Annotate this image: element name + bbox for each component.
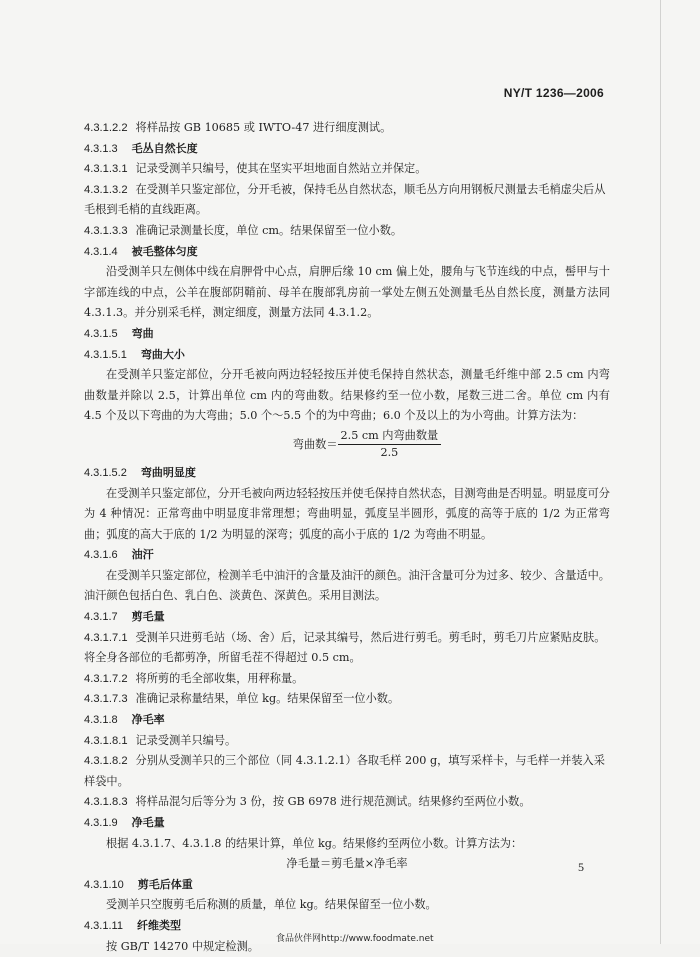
paragraph-4-3-1-11: 按 GB/T 14270 中规定检测。 bbox=[106, 939, 259, 953]
clause-4-3-1-7-2: 4.3.1.7.2 将所剪的毛全部收集，用秤称量。 bbox=[84, 671, 304, 685]
paragraph-4-3-1-5-2: 在受测羊只鉴定部位，分开毛被向两边轻轻按压并使毛保持自然状态，目测弯曲是否明显。明显度可分为 4 种情况：正常弯曲中明显度非常理想；弯曲明显，弧度呈半圆形，弧度的高等于底的 1/2 为正常弯曲；弧度的高大于底的 1/2 为明显的深弯；弧度的高小于底的 1/2 为弯曲不明显。 bbox=[84, 486, 610, 541]
standard-number: NY/T 1236—2006 bbox=[503, 86, 604, 100]
paragraph-4-3-1-5-1: 在受测羊只鉴定部位，分开毛被向两边轻轻按压并使毛保持自然状态，测量毛纤维中部 2.5 cm 内弯曲数量并除以 2.5，计算出单位 cm 内的弯曲数。结果修约至一位小数，尾数三进二舍。单位 cm 内有 4.5 个及以下弯曲的为大弯曲；5.0 个～5.5 个的为中弯曲；6.0 个及以上的为小弯曲。计算方法为： bbox=[84, 368, 610, 423]
clause-4-3-1-3-3: 4.3.1.3.3 准确记录测量长度，单位 cm。结果保留至一位小数。 bbox=[84, 223, 403, 237]
page-number: 5 bbox=[578, 860, 584, 874]
clause-4-3-1-3-1: 4.3.1.3.1 记录受测羊只编号，使其在坚实平坦地面自然站立并保定。 bbox=[84, 162, 427, 176]
paragraph-4-3-1-10: 受测羊只空腹剪毛后称测的质量，单位 kg。结果保留至一位小数。 bbox=[106, 898, 437, 912]
heading-4-3-1-3: 4.3.1.3 毛丛自然长度 bbox=[84, 141, 198, 155]
page-edge-line bbox=[660, 0, 661, 944]
document-body bbox=[84, 118, 610, 957]
formula-denominator: 2.5 bbox=[380, 446, 399, 460]
heading-4-3-1-6: 4.3.1.6 油汗 bbox=[84, 548, 154, 562]
heading-4-3-1-5: 4.3.1.5 弯曲 bbox=[84, 326, 154, 340]
heading-4-3-1-5-2: 4.3.1.5.2 弯曲明显度 bbox=[84, 465, 196, 479]
net-wool-formula: 净毛量＝剪毛量×净毛率 bbox=[286, 857, 408, 871]
paragraph-4-3-1-9: 根据 4.3.1.7、4.3.1.8 的结果计算，单位 kg。结果修约至两位小数。计算方法为： bbox=[106, 836, 523, 850]
heading-4-3-1-4: 4.3.1.4 被毛整体匀度 bbox=[84, 244, 198, 258]
paragraph-4-3-1-6: 在受测羊只鉴定部位，检测羊毛中油汗的含量及油汗的颜色。油汗含量可分为过多、较少、含量适中。油汗颜色包括白色、乳白色、淡黄色、深黄色。采用目测法。 bbox=[84, 568, 610, 603]
clause-4-3-1-8-3: 4.3.1.8.3 将样品混匀后等分为 3 份，按 GB 6978 进行规范测试。结果修约至两位小数。 bbox=[84, 795, 531, 809]
heading-4-3-1-11: 4.3.1.11 纤维类型 bbox=[84, 918, 181, 932]
paragraph-4-3-1-4: 沿受测羊只左侧体中线在肩胛骨中心点，肩胛后缘 10 cm 偏上处，腰角与飞节连线的中点，髻甲与十字部连线的中点，公羊在腹部阴鞘前、母羊在腹部乳房前一掌处左侧五处测量毛丛自然长度，测量方法同 4.3.1.3。并分别采毛样，测定细度，测量方法同 4.3.1.2。 bbox=[84, 265, 610, 320]
clause-4-3-1-7-3: 4.3.1.7.3 准确记录称量结果，单位 kg。结果保留至一位小数。 bbox=[84, 692, 400, 706]
crimp-formula bbox=[84, 427, 610, 463]
clause-4-3-1-2-2: 4.3.1.2.2 将样品按 GB 10685 或 IWTO-47 进行细度测试。 bbox=[84, 121, 392, 134]
clause-4-3-1-8-2: 4.3.1.8.2 分别从受测羊只的三个部位（同 4.3.1.2.1）各取毛样 200 g，填写采样卡，与毛样一并装入采样袋中。 bbox=[84, 754, 605, 788]
formula-lhs: 弯曲数＝ bbox=[292, 437, 338, 451]
heading-4-3-1-10: 4.3.1.10 剪毛后体重 bbox=[84, 877, 193, 891]
heading-4-3-1-9: 4.3.1.9 净毛量 bbox=[84, 816, 165, 829]
heading-4-3-1-8: 4.3.1.8 净毛率 bbox=[84, 713, 165, 727]
heading-4-3-1-5-1: 4.3.1.5.1 弯曲大小 bbox=[84, 347, 185, 361]
formula-fraction bbox=[338, 428, 442, 461]
footer-watermark: 食品伙伴网http://www.foodmate.net bbox=[276, 934, 434, 944]
formula-numerator: 2.5 cm 内弯曲数量 bbox=[338, 428, 442, 445]
clause-4-3-1-3-2: 4.3.1.3.2 在受测羊只鉴定部位，分开毛被，保持毛丛自然状态，顺毛丛方向用钢板尺测量去毛梢虚尖后从毛根到毛梢的直线距离。 bbox=[84, 182, 606, 217]
heading-4-3-1-7: 4.3.1.7 剪毛量 bbox=[84, 610, 165, 624]
clause-4-3-1-7-1: 4.3.1.7.1 受测羊只进剪毛站（场、舍）后，记录其编号，然后进行剪毛。剪毛时，剪毛刀片应紧贴皮肤。将全身各部位的毛都剪净，所留毛茬不得超过 0.5 cm。 bbox=[84, 630, 606, 665]
clause-4-3-1-8-1: 4.3.1.8.1 记录受测羊只编号。 bbox=[84, 733, 237, 747]
